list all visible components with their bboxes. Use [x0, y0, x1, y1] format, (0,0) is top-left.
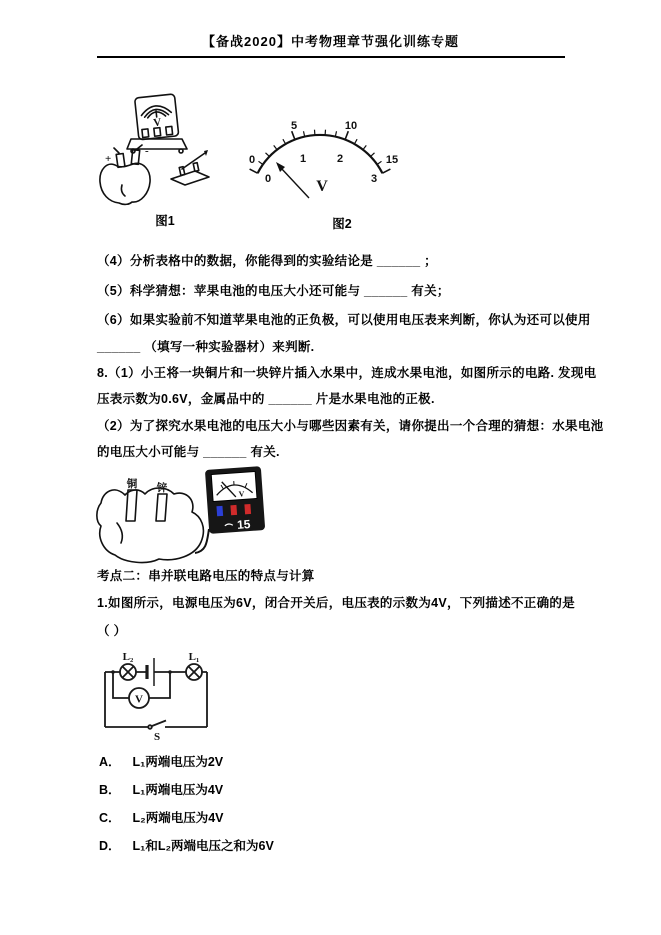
question-4-text: （4）分析表格中的数据，你能得到的实验结论是 ______ ；: [97, 254, 437, 268]
lamp-L1-label: L₁: [188, 651, 200, 663]
inner-tick-1: 1: [299, 153, 307, 165]
inner-tick-3: 3: [370, 173, 378, 185]
zinc-label: 锌: [156, 482, 168, 494]
question-6-text-line2: ______ （填写一种实验器材）来判断.: [97, 340, 315, 354]
option-B-letter: B．: [99, 783, 121, 797]
lamp-L2-icon: [120, 664, 136, 680]
question-8-2-text-line1: （2）为了探究水果电池的电压大小与哪些因素有关，请你提出一个合理的猜想：水果电池: [97, 419, 604, 433]
lamp-L2-label: L₂: [122, 651, 134, 663]
outer-tick-5: 5: [290, 120, 298, 132]
inner-tick-2: 2: [336, 153, 344, 165]
fruit-meter-reading: 15: [236, 516, 251, 532]
option-B: [99, 780, 223, 798]
switch-icon: [171, 150, 209, 185]
question-8-1-text-line1: 8.（1）小王将一块铜片和一块锌片插入水果中，连成水果电池，如图所示的电路. 发现电: [97, 366, 597, 380]
option-A-letter: A．: [99, 755, 121, 769]
option-B-text: L₁两端电压为4V: [132, 783, 224, 797]
inner-tick-0: 0: [264, 173, 272, 185]
option-C-text: L₂两端电压为4V: [132, 811, 224, 825]
figure1-caption: 图1: [155, 214, 175, 228]
terminal-red-2: [244, 504, 251, 514]
outer-tick-10: 10: [344, 120, 358, 132]
question-1-text: 1.如图所示，电源电压为6V，闭合开关后，电压表的示数为4V，下列描述不正确的是: [97, 596, 576, 610]
question-8-1-text-line2: 压表示数为0.6V，金属品中的 ______ 片是水果电池的正极.: [97, 392, 435, 406]
dial-ticks: [250, 130, 391, 174]
outer-tick-0: 0: [248, 154, 256, 166]
battery-icon: [147, 658, 154, 686]
option-C-letter: C．: [99, 811, 121, 825]
page-title: 【备战2020】中考物理章节强化训练专题: [202, 34, 459, 49]
option-C: [99, 808, 224, 826]
fruit-texture: [117, 523, 122, 543]
question-1-answer-blank: （ ）: [97, 624, 127, 638]
voltmeter-symbol-label: V: [135, 693, 143, 706]
fruit-voltmeter-icon: [205, 466, 265, 534]
fruit-battery-figure: [95, 463, 275, 565]
meter-unit-label: V: [152, 116, 162, 130]
option-D-text: L₁和L₂两端电压之和为6V: [132, 839, 274, 853]
question-6-text-line1: （6）如果实验前不知道苹果电池的正负极，可以使用电压表来判断，你认为还可以使用: [97, 313, 591, 327]
lamp-L1-icon: [186, 664, 202, 680]
section2-heading: 考点二：串并联电路电压的特点与计算: [97, 569, 315, 583]
terminal-red-1: [230, 505, 237, 515]
header-divider: [97, 56, 565, 58]
meter-base: [127, 139, 187, 149]
circuit-diagram: [95, 643, 235, 748]
option-A: [99, 752, 223, 770]
minus-terminal-label: -: [145, 145, 149, 157]
dial-arc: [258, 135, 383, 173]
needle-arrow: [276, 162, 309, 198]
voltmeter-icon: [135, 94, 179, 140]
terminal-blue: [216, 506, 223, 516]
copper-plate: [126, 490, 137, 521]
figure2-caption: 图2: [332, 217, 352, 231]
question-8-2-text-line2: 的电压大小可能与 ______ 有关.: [97, 445, 280, 459]
circuit-switch-icon: [148, 721, 166, 744]
fruit-outline: [97, 488, 204, 562]
copper-label: 铜: [126, 478, 138, 490]
fruit-meter-unit: V: [238, 489, 245, 499]
outer-tick-15: 15: [385, 154, 399, 166]
zinc-plate: [156, 494, 167, 521]
plus-terminal-label: +: [105, 153, 112, 165]
figure2-dial: [235, 100, 450, 212]
question-5-text: （5）科学猜想：苹果电池的电压大小还可能与 ______ 有关；: [97, 284, 450, 298]
option-A-text: L₁两端电压为2V: [132, 755, 224, 769]
apple-battery-icon: [100, 145, 150, 204]
figure1-illustration: [95, 90, 225, 216]
dial-unit-label: V: [316, 178, 328, 195]
option-D: [99, 836, 274, 854]
switch-symbol-label: S: [153, 731, 161, 743]
option-D-letter: D．: [99, 839, 121, 853]
